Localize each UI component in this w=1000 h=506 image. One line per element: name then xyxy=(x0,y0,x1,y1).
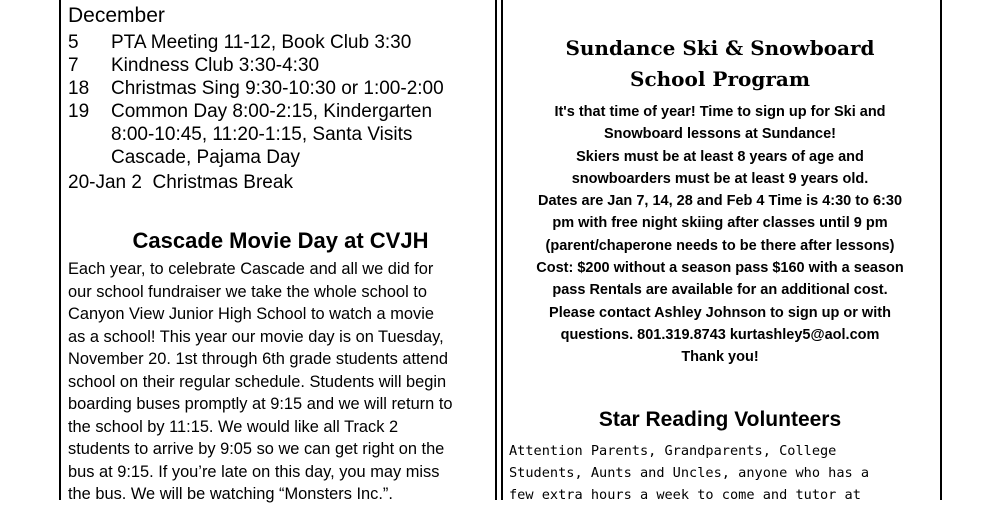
event-text xyxy=(111,77,444,100)
event-line: Christmas Sing 9:30-10:30 or 1:00-2:00 xyxy=(111,78,444,99)
body-line: Thank you! xyxy=(681,349,759,366)
right-border xyxy=(940,0,942,500)
star-reading-heading: Star Reading Volunteers xyxy=(598,408,842,431)
event-text xyxy=(111,31,411,54)
body-line: Skiers must be at least 8 years of age and xyxy=(576,148,864,165)
paragraph-line: school on their regular schedule. Students will begin xyxy=(68,372,447,391)
event-day: 20-Jan 2 xyxy=(68,172,142,193)
event-day: 18 xyxy=(68,78,90,99)
paragraph-line: boarding buses promptly at 9:15 and we will return to xyxy=(68,395,453,413)
body-line: (parent/chaperone needs to be there after lessons) xyxy=(545,237,895,254)
body-line: It's that time of year! Time to sign up for Ski and xyxy=(554,104,886,120)
event-line: Kindness Club 3:30-4:30 xyxy=(111,55,320,76)
event-line: 8:00-10:45, 11:20-1:15, Santa Visits xyxy=(111,124,413,145)
paragraph-line: Canyon View Junior High School to watch a movie xyxy=(68,305,434,323)
left-border xyxy=(59,0,61,500)
calendar-month: December xyxy=(68,4,165,27)
text-line: few extra hours a week to come and tutor at xyxy=(509,487,861,503)
body-line: Snowboard lessons at Sundance! xyxy=(603,126,837,143)
paragraph-line: bus at 9:15. If you’re late on this day, you may miss xyxy=(68,462,440,481)
ski-program-title xyxy=(503,33,937,95)
ski-program-body xyxy=(503,101,937,369)
paragraph-line: the bus. We will be watching “Monsters Inc.”. xyxy=(68,485,393,503)
title-line: School Program xyxy=(630,67,810,91)
event-text: Christmas Break xyxy=(152,172,293,193)
title-line: Sundance Ski & Snowboard xyxy=(565,36,875,60)
event-line: Cascade, Pajama Day xyxy=(111,147,301,168)
body-line: Please contact Ashley Johnson to sign up or with xyxy=(549,304,891,321)
event-line: PTA Meeting 11-12, Book Club 3:30 xyxy=(111,32,412,53)
body-line: pass Rentals are available for an additional cost. xyxy=(552,282,888,299)
event-text xyxy=(111,100,432,169)
paragraph-line: Each year, to celebrate Cascade and all we did for xyxy=(68,260,434,278)
center-divider-left xyxy=(495,0,497,500)
event-day: 7 xyxy=(68,55,79,76)
paragraph-line: students to arrive by 9:05 so we can get right on the xyxy=(68,440,445,458)
event-day: 19 xyxy=(68,101,90,122)
body-line: Cost: $200 without a season pass $160 with a season xyxy=(536,260,904,277)
movie-day-heading: Cascade Movie Day at CVJH xyxy=(132,228,429,253)
body-line: pm with free night skiing after classes until 9 pm xyxy=(552,215,888,232)
calendar-event xyxy=(68,171,293,194)
paragraph-line: the school by 11:15. We would like all Track 2 xyxy=(68,417,399,436)
paragraph-line: our school fundraiser we take the whole school to xyxy=(68,282,427,301)
text-line: Students, Aunts and Uncles, anyone who has a xyxy=(509,465,870,481)
event-line: Common Day 8:00-2:15, Kindergarten xyxy=(111,101,433,122)
event-day: 5 xyxy=(68,32,79,53)
event-text xyxy=(111,54,319,77)
paragraph-line: as a school! This year our movie day is on Tuesday, xyxy=(68,327,444,346)
body-line: questions. 801.319.8743 kurtashley5@aol.com xyxy=(560,326,880,343)
paragraph-line: November 20. 1st through 6th grade students attend xyxy=(68,350,448,368)
text-line: Attention Parents, Grandparents, College xyxy=(509,443,837,459)
body-line: Dates are Jan 7, 14, 28 and Feb 4 Time is 4:30 to 6:30 xyxy=(537,193,903,210)
star-reading-text xyxy=(509,440,869,506)
body-line: snowboarders must be at least 9 years old. xyxy=(571,170,869,187)
movie-day-paragraph xyxy=(68,258,493,506)
